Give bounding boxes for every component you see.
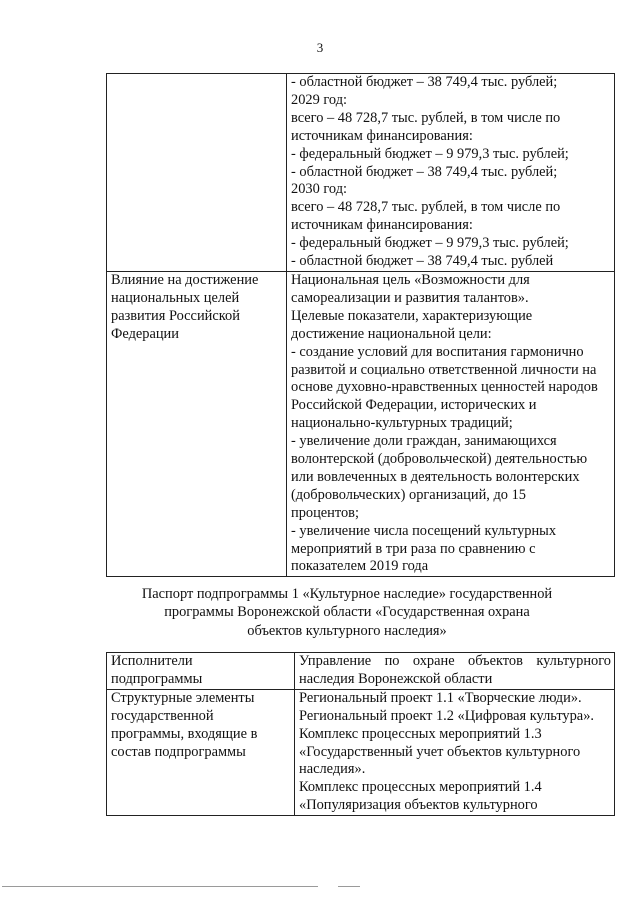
text-line: национально-культурных традиций; xyxy=(291,415,513,432)
structural-elements-label-cell xyxy=(107,689,295,815)
program-passport-table-continued xyxy=(106,73,615,577)
text-line: Российской Федерации, исторических и xyxy=(291,397,537,414)
empty-label-cell xyxy=(107,74,287,272)
scan-bottom-rule-fragment xyxy=(338,886,360,887)
subprogram-passport-table xyxy=(106,652,615,816)
text-line: подпрограммы xyxy=(111,670,203,687)
scan-bottom-rule xyxy=(2,886,318,887)
structural-elements-row xyxy=(107,689,615,815)
text-line: - областной бюджет – 38 749,4 тыс. рублей; xyxy=(291,163,558,180)
text-line: Управление по охране объектов культурного xyxy=(299,653,611,669)
text-line: Влияние на достижение xyxy=(111,271,259,288)
text-line: 2029 год: xyxy=(291,91,348,108)
heading-line: программы Воронежской области «Государственная охрана xyxy=(164,604,530,621)
text-line: мероприятий в три раза по сравнению с xyxy=(291,540,536,557)
text-line: Комплекс процессных мероприятий 1.4 xyxy=(299,779,542,796)
text-line: (добровольческих) организаций, до 15 xyxy=(291,486,526,503)
text-line: показателем 2019 года xyxy=(291,558,429,575)
text-line: Региональный проект 1.1 «Творческие люди». xyxy=(299,689,582,706)
text-line: развития Российской xyxy=(111,307,240,324)
page-number: 3 xyxy=(316,40,324,55)
national-goals-value-cell xyxy=(287,271,615,576)
text-line: Исполнители xyxy=(111,653,193,669)
text-line: волонтерской (добровольческой) деятельностью xyxy=(291,451,588,468)
text-line: Федерации xyxy=(111,325,179,342)
text-line: государственной xyxy=(111,707,214,724)
funding-continuation-row xyxy=(107,74,615,272)
text-line: - областной бюджет – 38 749,4 тыс. рублей xyxy=(291,253,554,270)
text-line: 2030 год: xyxy=(291,181,348,198)
text-line: программы, входящие в xyxy=(111,725,258,742)
funding-continuation-cell xyxy=(287,74,615,272)
text-line: - создание условий для воспитания гармонично xyxy=(291,343,584,360)
national-goals-label-cell xyxy=(107,271,287,576)
text-line: наследия». xyxy=(299,761,366,778)
text-line: наследия Воронежской области xyxy=(299,670,493,687)
executors-label-cell xyxy=(107,653,295,690)
text-line: источникам финансирования: xyxy=(291,127,473,144)
national-goals-row xyxy=(107,271,615,576)
text-line: Целевые показатели, характеризующие xyxy=(291,307,533,324)
executors-value-cell xyxy=(295,653,615,690)
text-line: «Популяризация объектов культурного xyxy=(299,797,538,814)
text-line: всего – 48 728,7 тыс. рублей, в том числе по xyxy=(291,199,561,216)
text-line: достижение национальной цели: xyxy=(291,325,492,342)
text-line: самореализации и развития талантов». xyxy=(291,289,529,306)
text-line: Региональный проект 1.2 «Цифровая культура». xyxy=(299,707,594,724)
text-line: национальных целей xyxy=(111,289,240,306)
text-line: или вовлеченных в деятельность волонтерских xyxy=(291,468,580,485)
text-line: Национальная цель «Возможности для xyxy=(291,271,530,288)
text-line: источникам финансирования: xyxy=(291,217,473,234)
text-line: основе духовно-нравственных ценностей народов xyxy=(291,379,598,396)
text-line: процентов; xyxy=(291,504,359,521)
structural-elements-value-cell xyxy=(295,689,615,815)
heading-line: Паспорт подпрограммы 1 «Культурное наследие» государственной xyxy=(141,586,553,602)
text-line: - увеличение доли граждан, занимающихся xyxy=(291,433,557,450)
subprogram-heading xyxy=(60,585,634,640)
text-line: - федеральный бюджет – 9 979,3 тыс. рублей; xyxy=(291,235,569,252)
text-line: развитой и социально ответственной личности на xyxy=(291,361,597,378)
text-line: состав подпрограммы xyxy=(111,743,246,760)
text-line: «Государственный учет объектов культурного xyxy=(299,743,581,760)
text-line: всего – 48 728,7 тыс. рублей, в том числе по xyxy=(291,109,561,126)
text-line: Структурные элементы xyxy=(111,689,255,706)
text-line: - федеральный бюджет – 9 979,3 тыс. рублей; xyxy=(291,145,569,162)
executors-row xyxy=(107,653,615,690)
text-line: - областной бюджет – 38 749,4 тыс. рублей; xyxy=(291,74,558,90)
heading-line: объектов культурного наследия» xyxy=(247,622,447,639)
text-line: Комплекс процессных мероприятий 1.3 xyxy=(299,725,542,742)
text-line: - увеличение числа посещений культурных xyxy=(291,522,557,539)
